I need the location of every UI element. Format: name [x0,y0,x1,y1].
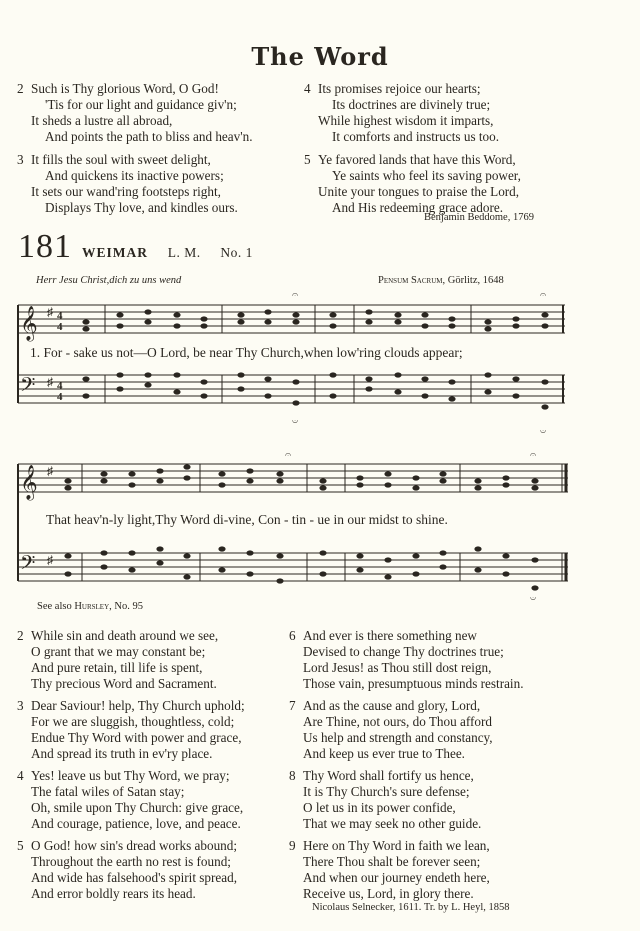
stanza-number: 2 [17,628,24,643]
svg-text:♯: ♯ [47,375,53,389]
top-credit: Benjamin Beddome, 1769 [424,212,534,223]
svg-text:4: 4 [57,310,63,322]
stanza-line: O God! how sin's dread works abound; [31,838,238,853]
treble-staff [18,305,565,333]
svg-text:𝄑: 𝄑 [540,426,547,438]
svg-text:♯: ♯ [47,464,53,478]
verse-2 [17,628,301,692]
verse-9 [289,838,623,902]
stanza-line: Such is Thy glorious Word, O God! [31,81,219,96]
page-title: The Word [251,42,389,71]
top-stanzas-right [304,81,618,216]
svg-text:♯: ♯ [47,553,53,567]
svg-text:𝄞: 𝄞 [20,466,38,499]
stanza-number: 4 [304,81,311,96]
stanza-line: It fills the soul with sweet delight, [31,152,211,167]
see-also-prefix: See also [37,601,72,612]
stanza-line: And ever is there something new [303,628,477,643]
stanza-line: Devised to change Thy doctrines true; [303,644,504,659]
source-name: Pensum Sacrum, [378,275,446,286]
stanza-line: Are Thine, not ours, do Thou afford [303,714,492,729]
svg-text:𝄑: 𝄑 [292,416,299,428]
stanza-line: And when our journey endeth here, [303,870,490,885]
stanza-line: It sheds a lustre all abroad, [31,113,173,128]
stanza-line: Thy precious Word and Sacrament. [31,676,217,691]
see-also-number: No. 95 [114,601,143,612]
verse-4 [17,768,301,832]
stanza-number: 3 [17,152,24,167]
tune-number: No. 1 [220,245,253,260]
stanza-line: Its doctrines are divinely true; [332,97,491,112]
see-also [37,601,143,612]
svg-text:4: 4 [57,321,63,333]
stanza-line: While highest wisdom it imparts, [318,113,494,128]
bass-notes [82,372,548,409]
stanza-line: It sets our wand'ring footsteps right, [31,184,221,199]
svg-text:𝄐: 𝄐 [530,449,537,461]
bottom-stanzas-left [17,628,301,902]
stanza-3 [17,152,301,216]
stanza-line: Receive us, Lord, in glory there. [303,886,474,901]
stanza-line: 'Tis for our light and guidance giv'n; [45,97,237,112]
stanza-number: 2 [17,81,24,96]
verse-8 [289,768,623,832]
lyric-line-2: That heav'n-ly light,Thy Word di-vine, Con - tin - ue in our midst to shine. [46,512,448,527]
stanza-line: Here on Thy Word in faith we lean, [303,838,490,853]
top-stanzas-left [17,81,301,216]
source-detail: Görlitz, 1648 [447,275,504,286]
tune-line [82,245,253,261]
treble-notes [82,309,548,331]
stanza-line: Endue Thy Word with power and grace, [31,730,242,745]
tune-name: WEIMAR [82,245,148,260]
stanza-number: 4 [17,768,24,783]
stanza-line: Displays Thy love, and kindles ours. [45,200,238,215]
stanza-line: Throughout the earth no rest is found; [31,854,231,869]
hymn-number: 181 [18,228,72,265]
bass-clef: 𝄢 [20,375,36,401]
music-system-1 [0,289,640,438]
stanza-line: And quickens its inactive powers; [45,168,224,183]
stanza-line: And wide has falsehood's spirit spread, [31,870,238,885]
stanza-line: The fatal wiles of Satan stay; [31,784,185,799]
stanza-line: For we are sluggish, thoughtless, cold; [31,714,235,729]
stanza-2 [17,81,301,145]
music-system-2 [0,449,640,606]
bottom-credit: Nicolaus Selnecker, 1611. Tr. by L. Heyl, 1858 [312,902,510,913]
stanza-line: O grant that we may constant be; [31,644,206,659]
svg-text:𝄐: 𝄐 [540,289,547,301]
stanza-4 [304,81,618,145]
stanza-5 [304,152,618,216]
svg-text:♯: ♯ [47,305,53,319]
stanza-line: And spread its truth in ev'ry place. [31,746,213,761]
stanza-line: And pure retain, till life is spent, [31,660,203,675]
stanza-line: And courage, patience, love, and peace. [31,816,241,831]
svg-text:𝄐: 𝄐 [285,449,292,461]
stanza-line: Thy Word shall fortify us hence, [303,768,474,783]
verse-7 [289,698,623,762]
stanza-line: O let us in its power confide, [303,800,456,815]
stanza-line: It comforts and instructs us too. [332,129,500,144]
tune-meter: L. M. [167,245,201,260]
stanza-line: There Thou shalt be forever seen; [303,854,481,869]
stanza-number: 6 [289,628,296,643]
verse-6 [289,628,623,692]
bottom-stanzas-right [289,628,623,902]
stanza-line: Lord Jesus! as Thou still dost reign, [303,660,492,675]
lyric-line-1: 1. For - sake us not—O Lord, be near Thy Church,when low'ring clouds appear; [30,345,463,360]
stanza-number: 9 [289,838,296,853]
stanza-line: That we may seek no other guide. [303,816,482,831]
stanza-line: Ye saints who feel its saving power, [332,168,521,183]
stanza-line: And keep us ever true to Thee. [303,746,465,761]
bass-staff [18,375,565,403]
svg-text:4: 4 [57,380,63,392]
stanza-line: And error boldly rears its head. [31,886,196,901]
stanza-line: Dear Saviour! help, Thy Church uphold; [31,698,245,713]
svg-text:𝄢: 𝄢 [20,553,36,579]
see-also-tune: Hursley, [74,601,112,612]
original-title: Herr Jesu Christ,dich zu uns wend [36,275,182,286]
stanza-number: 7 [289,698,296,713]
svg-text:4: 4 [57,391,63,403]
stanza-number: 8 [289,768,296,783]
stanza-line: And points the path to bliss and heav'n. [45,129,253,144]
verse-3 [17,698,301,762]
stanza-number: 3 [17,698,24,713]
stanza-line: And His redeeming grace adore. [332,200,503,215]
tune-source [378,275,504,286]
stanza-line: Oh, smile upon Thy Church: give grace, [31,800,244,815]
stanza-line: Ye favored lands that have this Word, [318,152,516,167]
stanza-number: 5 [304,152,311,167]
stanza-line: And as the cause and glory, Lord, [303,698,481,713]
stanza-line: Its promises rejoice our hearts; [318,81,481,96]
stanza-number: 5 [17,838,24,853]
stanza-line: It is Thy Church's sure defense; [303,784,470,799]
stanza-line: Us help and strength and constancy, [303,730,493,745]
stanza-line: Those vain, presumptuous minds restrain. [303,676,524,691]
svg-text:𝄑: 𝄑 [530,593,537,605]
stanza-line: Unite your tongues to praise the Lord, [318,184,520,199]
svg-text:𝄐: 𝄐 [292,289,299,301]
stanza-line: While sin and death around we see, [31,628,219,643]
treble-staff [18,464,568,492]
stanza-line: Yes! leave us but Thy Word, we pray; [31,768,230,783]
verse-5 [17,838,301,902]
treble-clef: 𝄞 [20,307,38,340]
